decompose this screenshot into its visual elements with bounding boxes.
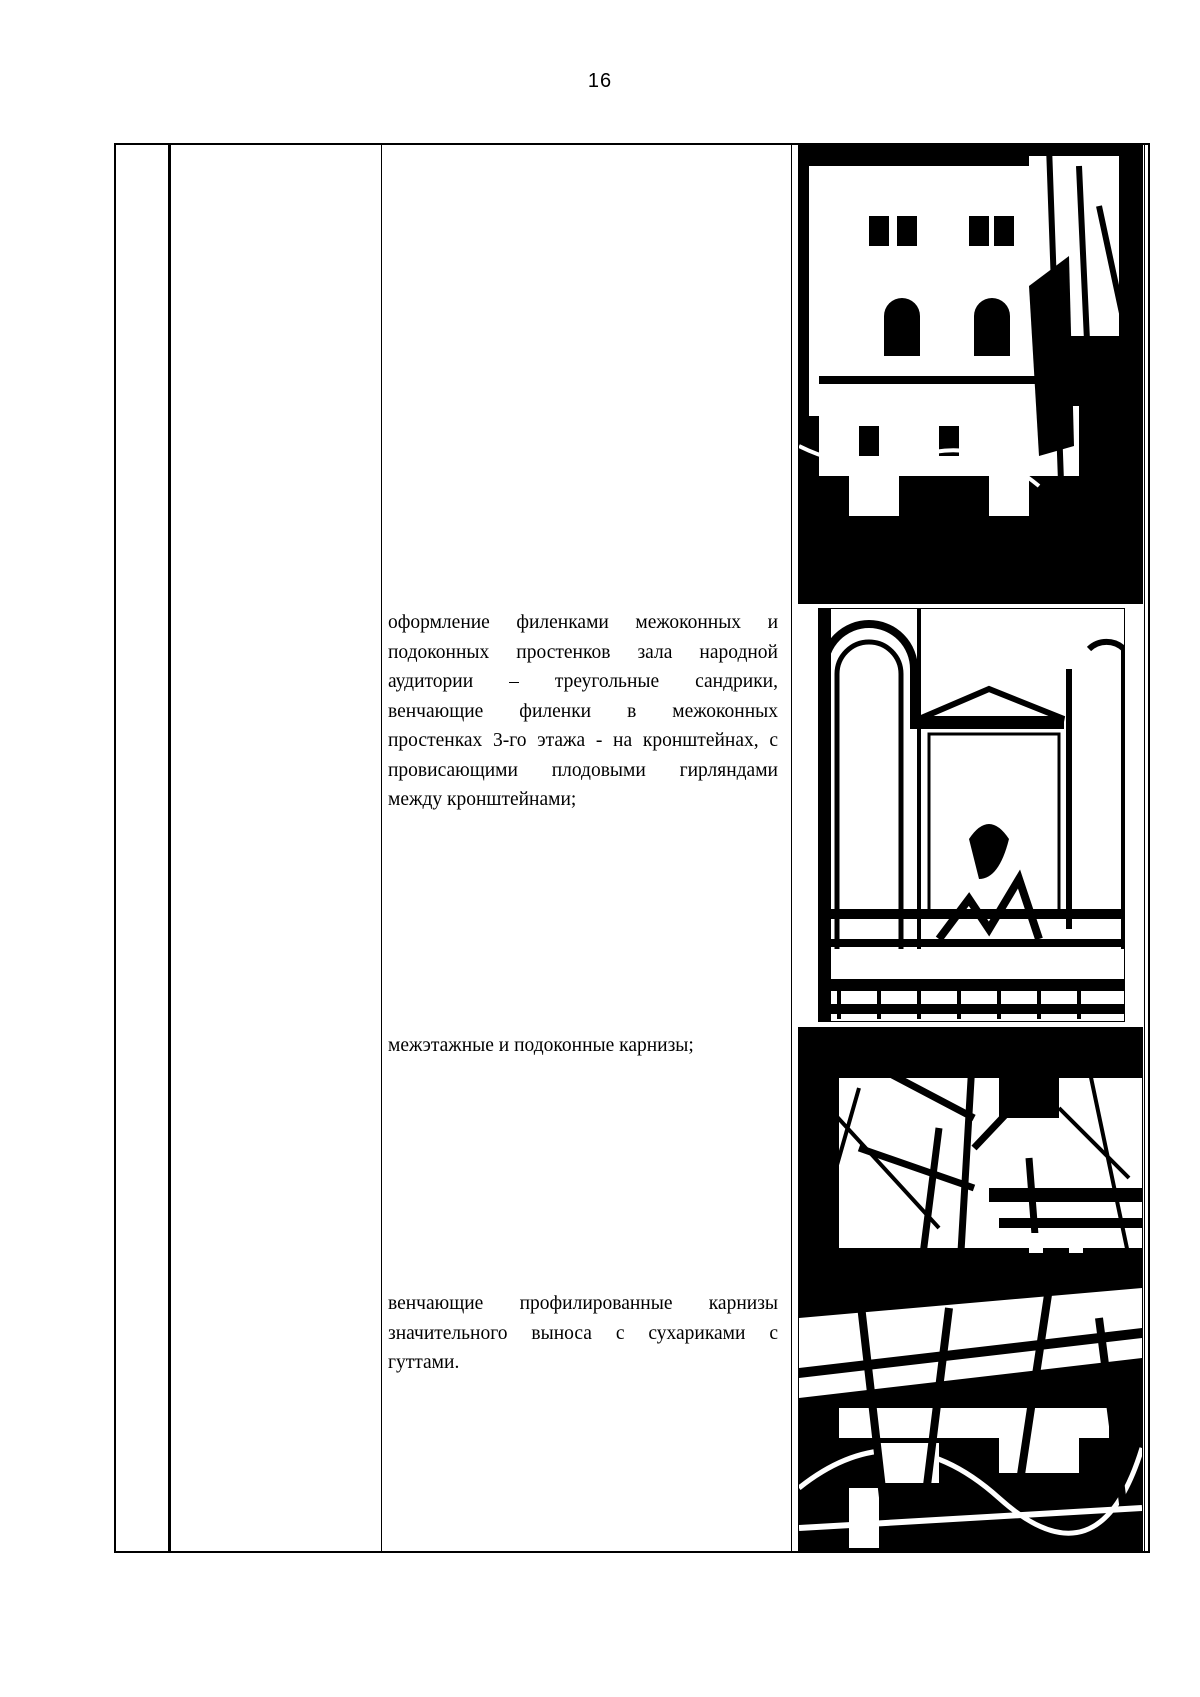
pediment-window-photo [818, 608, 1125, 1022]
description-text: межэтажные и подоконные карнизы; [388, 1035, 694, 1056]
facade-windows-photo [798, 145, 1143, 604]
table-column-divider [791, 145, 792, 1551]
table-column-divider [1144, 145, 1145, 1551]
page-number: 16 [587, 70, 613, 92]
description-text: венчающие профилированные карнизы значительного выноса с сухариками с гуттами. [388, 1293, 778, 1373]
cornices-trees-photo [798, 1027, 1143, 1287]
table-column-divider [381, 145, 382, 1551]
table-column-divider [168, 145, 171, 1551]
description-text: оформление филенками межоконных и подоконных простенков зала народной аудитории – треугольные сандрики, венчающие филенки в межоконных простенках 3-го этажа - на кронштейнах, с провисающими плодовыми гирляндами между кронштейнами; [388, 612, 778, 810]
crowning-cornice-photo [798, 1287, 1143, 1551]
